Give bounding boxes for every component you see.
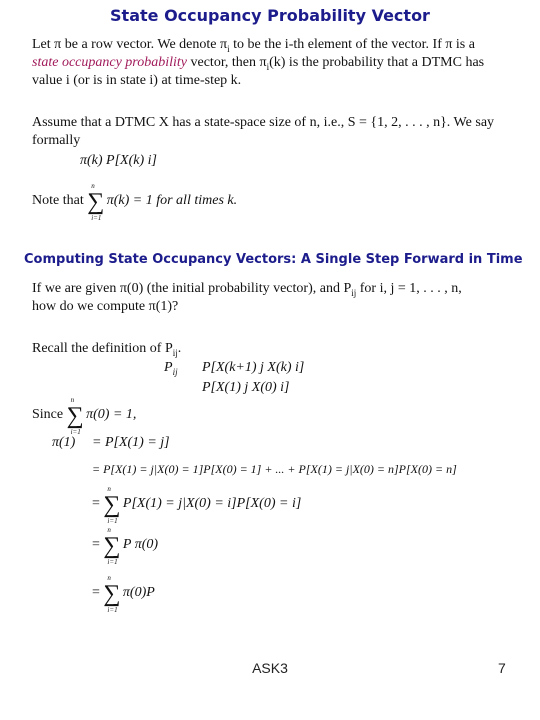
deriv-line2: = P[X(1) = j|X(0) = 1]P[X(0) = 1] + ... + P[X(1) = j|X(0) = n]P[X(0) = n] (92, 462, 457, 476)
since-sum-lower: i=1 (70, 428, 81, 436)
sum-lower: i=1 (91, 214, 102, 222)
section2-line2: how do we compute π(1)? (32, 299, 179, 314)
recall-text: Recall the definition of P (32, 341, 173, 356)
section2-l1-sub: ij (351, 287, 357, 298)
section2-title: Computing State Occupancy Vectors: A Single Step Forward in Time (24, 252, 523, 267)
deriv-sum-4: n ∑ i=1 (103, 526, 121, 566)
since-sum-upper: n (70, 396, 75, 404)
pij-def-row1: P[X(k+1) j X(k) i] (202, 360, 305, 375)
para1-line2-sub: i (266, 61, 270, 72)
section2-l1-b: for i, j = 1, . . . , n, (356, 281, 462, 296)
page-title: State Occupancy Probability Vector (110, 6, 430, 25)
since-word: Since (32, 407, 64, 423)
para2-line1: Assume that a DTMC X has a state-space size of n, i.e., S = {1, 2, . . . , n}. We say (32, 115, 495, 130)
recall-end: . (177, 341, 182, 356)
since-line (32, 396, 137, 436)
deriv-line4-expr: P π(0) (122, 537, 159, 553)
para1-line2-a: vector, then π (187, 55, 267, 70)
deriv-line1: = P[X(1) = j] (92, 435, 170, 450)
sum-upper: n (91, 182, 95, 190)
para1-sub: i (227, 43, 230, 54)
note-prefix: Note that (32, 193, 84, 209)
pij-symbol (164, 359, 178, 381)
para1-text-a: Let π be a row vector. We denote π (32, 37, 228, 52)
pij-sub: ij (172, 366, 178, 377)
deriv-line3: = n ∑ i=1 P[X(1) = j|X(0) = i]P[X(0) = i] (92, 485, 302, 525)
recall-line (32, 340, 181, 362)
deriv-line5-expr: π(0)P (122, 585, 155, 601)
deriv-lhs: π(1) (52, 435, 76, 450)
footer-label: ASK3 (252, 660, 288, 676)
formal-definition: π(k) P[X(k) i] (80, 153, 157, 168)
deriv-sum-5: n ∑ i=1 (103, 574, 121, 614)
pij-def-row2: P[X(1) j X(0) i] (202, 380, 290, 395)
deriv-sum-3: n ∑ i=1 (103, 485, 121, 525)
deriv-line5: = n ∑ i=1 π(0)P (92, 574, 155, 614)
para1-line2-b: (k) is the probability that a DTMC has (269, 55, 485, 70)
deriv-line4: = n ∑ i=1 P π(0) (92, 526, 159, 566)
summation-symbol: n ∑ i=1 (87, 182, 105, 222)
deriv-line3-expr: P[X(1) = j|X(0) = i]P[X(0) = i] (122, 496, 302, 512)
para1-line3: value i (or is in state i) at time-step k. (32, 73, 242, 88)
pij-letter: P (164, 360, 173, 375)
state-occupancy-term: state occupancy probability (32, 55, 187, 70)
page-number: 7 (498, 660, 506, 676)
section2-l1-a: If we are given π(0) (the initial probability vector), and P (32, 281, 352, 296)
note-expression: π(k) = 1 for all times k. (106, 193, 238, 209)
para1-text-b: to be the i-th element of the vector. If π is a (229, 37, 475, 52)
since-summation: n ∑ i=1 (66, 396, 84, 436)
since-expression: π(0) = 1, (86, 407, 137, 423)
para2-line2: formally (32, 133, 81, 148)
note-line (32, 182, 238, 222)
recall-sub: ij (172, 347, 178, 358)
